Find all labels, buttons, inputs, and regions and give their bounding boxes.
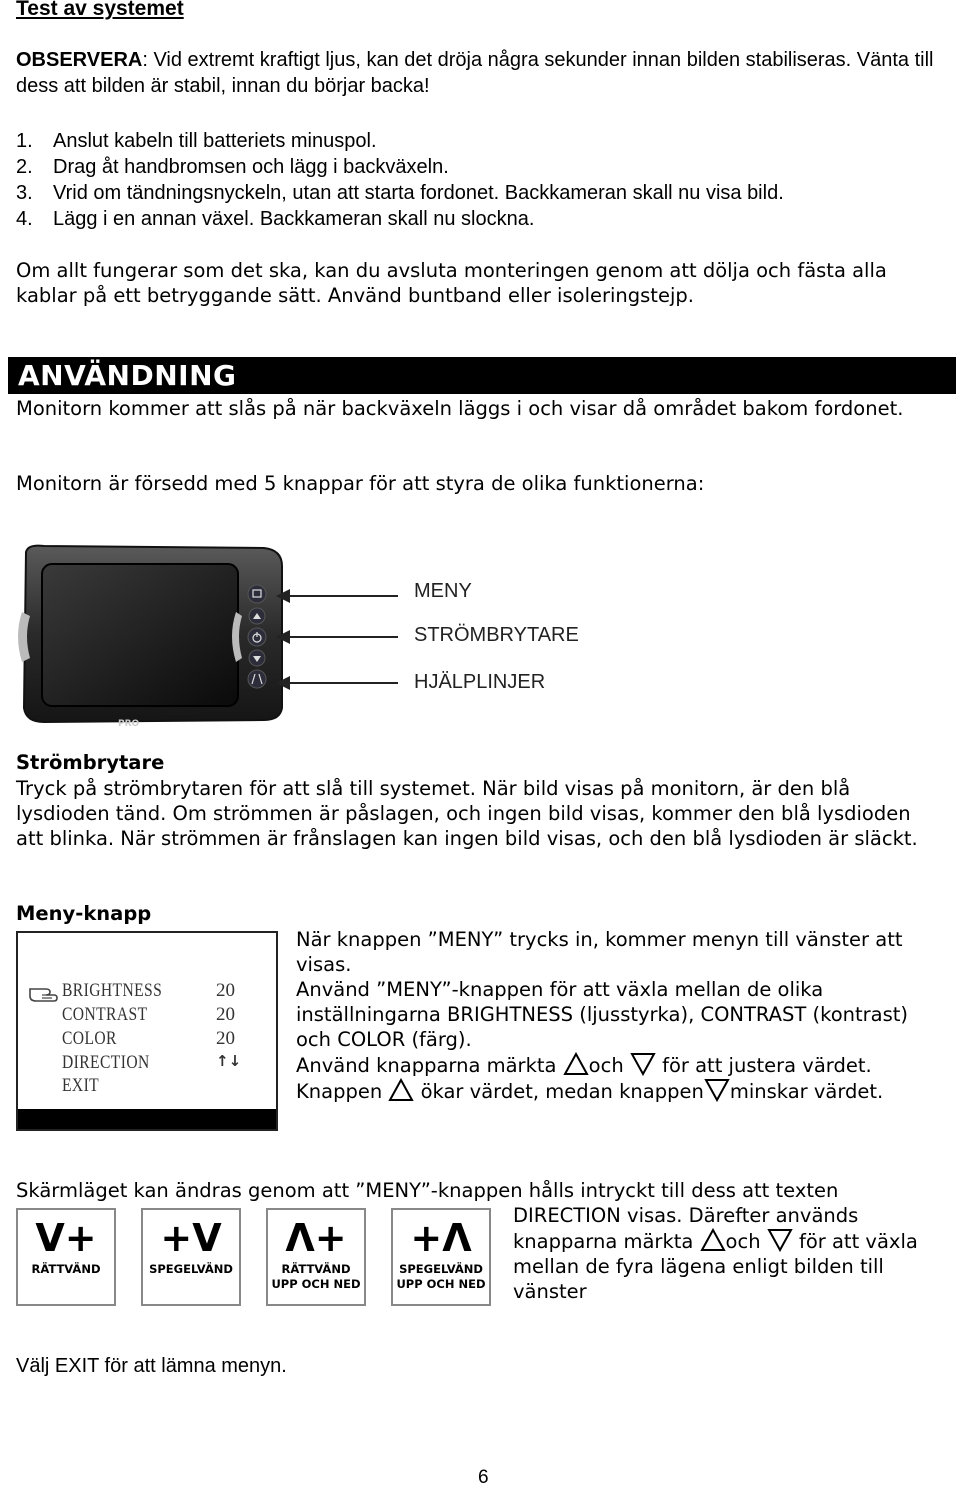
menu-row-color (18, 1028, 278, 1052)
menu-label: DIRECTION (62, 1052, 150, 1073)
usage-paragraph-2: Monitorn är försedd med 5 knappar för att styra de olika funktionerna: (16, 472, 705, 495)
meny-line-1: När knappen ”MENY” trycks in, kommer menyn till vänster att visas. (296, 928, 903, 976)
menu-screenshot (16, 931, 278, 1131)
mode-spegelvand-upp-och-ned (391, 1208, 491, 1306)
down-triangle-icon (767, 1228, 793, 1252)
text-segment: och (725, 1230, 767, 1253)
step-text: Lägg i en annan växel. Backkameran skall nu slockna. (53, 208, 535, 230)
mode-label-line: RÄTTVÄND (31, 1262, 101, 1276)
skarm-line-1: Skärmläget kan ändras genom att ”MENY”-knappen hålls intryckt till dess att texten (16, 1179, 839, 1202)
step-number: 1. (16, 130, 33, 152)
down-triangle-icon (704, 1078, 730, 1102)
up-triangle-icon (563, 1052, 589, 1076)
section-banner (8, 357, 956, 394)
up-triangle-icon (700, 1228, 726, 1252)
text-segment: Knappen (296, 1080, 389, 1103)
strombrytare-text: Tryck på strömbrytaren för att slå till systemet. När bild visas på monitorn, är den blå lysdioden tänd. Om strömmen är påslagen, och ingen bild visas, kommer den blå lysdioden att blinka. När strömmen är frånslagen kan ingen bild visas, och den blå lysdioden är släckt. (16, 777, 918, 850)
mode-label-line: SPEGELVÄND (399, 1262, 483, 1276)
observera-text: : Vid extremt kraftigt ljus, kan det dröja några sekunder innan bilden stabiliseras. Vänta till dess att bilden är stabil, innan du börjar backa! (16, 49, 934, 97)
section-heading: ANVÄNDNING (18, 359, 237, 392)
mode-label-line: UPP OCH NED (396, 1277, 486, 1291)
meny-heading: Meny-knapp (16, 902, 152, 925)
mode-label (143, 1262, 239, 1277)
mode-symbol: V+ (35, 1216, 97, 1260)
meny-description (296, 927, 946, 1104)
step-number: 4. (16, 208, 33, 230)
menu-footer-bar (18, 1109, 276, 1129)
step-text: Anslut kabeln till batteriets minuspol. (53, 130, 377, 152)
page-title: Test av systemet (16, 0, 184, 20)
menu-value: 20 (216, 1028, 235, 1049)
text-segment: DIRECTION visas. Därefter används knapparna märkta (513, 1204, 859, 1253)
callout-meny: MENY (414, 580, 472, 602)
exit-instruction: Välj EXIT för att lämna menyn. (16, 1355, 287, 1377)
step-number: 2. (16, 156, 33, 178)
text-segment: minskar värdet. (729, 1080, 884, 1103)
mode-symbol: +Λ (410, 1216, 472, 1260)
menu-value: 20 (216, 980, 235, 1001)
menu-label: COLOR (62, 1028, 117, 1049)
steps-list (16, 128, 784, 232)
step-item (16, 206, 784, 232)
mode-spegelvand (141, 1208, 241, 1306)
mode-label (393, 1262, 489, 1292)
step-text: Drag åt handbromsen och lägg i backväxeln. (53, 156, 449, 178)
callout-strombrytare: STRÖMBRYTARE (414, 624, 579, 646)
observera-label: OBSERVERA (16, 49, 143, 71)
step-text: Vrid om tändningsnyckeln, utan att starta fordonet. Backkameran skall nu visa bild. (53, 182, 784, 204)
text-segment: för att justera värdet. (655, 1054, 872, 1077)
menu-row-brightness (18, 980, 278, 1004)
text-segment: för att växla mellan de fyra lägena enligt bilden till vänster (513, 1230, 918, 1303)
monitor-brand: PRO (118, 719, 140, 729)
mode-symbol: +V (160, 1216, 222, 1260)
menu-value: 20 (216, 1004, 235, 1025)
menu-label: BRIGHTNESS (62, 980, 163, 1001)
callout-hjalplinjer: HJÄLPLINJER (414, 671, 546, 693)
mode-rattvand (16, 1208, 116, 1306)
page-number: 6 (478, 1467, 489, 1488)
menu-row-contrast (18, 1004, 278, 1028)
observera-paragraph (16, 47, 936, 99)
text-segment: Använd knapparna märkta (296, 1054, 563, 1077)
step-item (16, 154, 784, 180)
up-triangle-icon (388, 1078, 414, 1102)
skarm-description (513, 1203, 953, 1304)
step-item (16, 180, 784, 206)
meny-line-4 (296, 1078, 946, 1104)
meny-line-2: Använd ”MENY”-knappen för att växla mellan de olika inställningarna BRIGHTNESS (ljusstyrka), CONTRAST (kontrast) och COLOR (färg). (296, 978, 909, 1051)
step-number: 3. (16, 182, 33, 204)
down-triangle-icon (630, 1052, 656, 1076)
mode-rattvand-upp-och-ned (266, 1208, 366, 1306)
direction-arrows-icon: ↑↓ (216, 1052, 242, 1070)
strombrytare-heading: Strömbrytare (16, 751, 165, 774)
mode-label-line: RÄTTVÄND (281, 1262, 351, 1276)
mode-label-line: SPEGELVÄND (149, 1262, 233, 1276)
mode-label (18, 1262, 114, 1277)
menu-label: EXIT (62, 1075, 100, 1096)
meny-line-3 (296, 1052, 946, 1078)
text-segment: och (588, 1054, 630, 1077)
mode-label (268, 1262, 364, 1292)
menu-row-direction (18, 1052, 278, 1076)
finish-paragraph: Om allt fungerar som det ska, kan du avsluta monteringen genom att dölja och fästa alla kablar på ett betryggande sätt. Använd buntband eller isoleringstejp. (16, 259, 887, 307)
menu-row-exit (18, 1075, 278, 1099)
step-item (16, 128, 784, 154)
mode-label-line: UPP OCH NED (271, 1277, 361, 1291)
text-segment: ökar värdet, medan knappen (414, 1080, 704, 1103)
mode-symbol: Λ+ (285, 1216, 347, 1260)
menu-label: CONTRAST (62, 1004, 148, 1025)
usage-paragraph-1: Monitorn kommer att slås på när backväxeln läggs i och visar då området bakom fordonet. (16, 397, 904, 420)
